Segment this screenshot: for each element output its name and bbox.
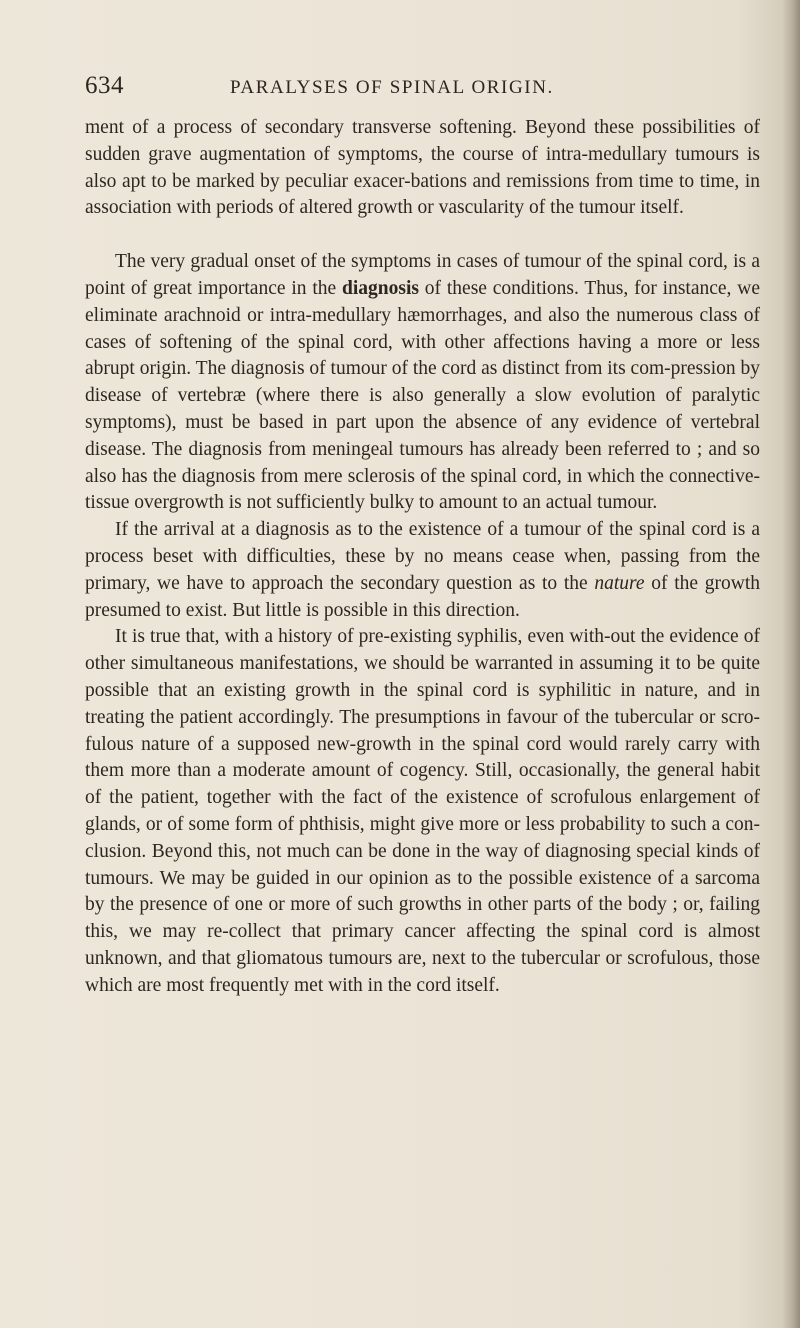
paragraph-text: If the arrival at a diagnosis as to the existence of a tumour of the spinal cord is a process beset with difficulties, these by no means cease when, passing from the primary, we have to approach the secondary question as to the bbox=[85, 519, 760, 594]
page-header bbox=[85, 72, 725, 112]
page-edge-shadow bbox=[782, 0, 800, 1328]
paragraph-syphilis: It is true that, with a history of pre-existing syphilis, even with-out the evidence of other simultaneous manifestations, we should be warranted in assuming it to be quite possible that an existing growth in the spinal cord is syphilitic in nature, and in treating the patient accordingly. The presumptions in favour of the tubercular or scro-fulous nature of a supposed new-growth in the spinal cord would rarely carry with them more than a moderate amount of cogency. Still, occasionally, the general habit of the patient, together with the fact of the existence of scrofulous enlargement of glands, or of some form of phthisis, might give more or less probability to such a con-clusion. Beyond this, not much can be done in the way of diagnosing special kinds of tumours. We may be guided in our opinion as to the possible existence of a sarcoma by the presence of one or more of such growths in other parts of the body ; or, failing this, we may re-collect that primary cancer affecting the spinal cord is almost unknown, and that gliomatous tumours are, next to the tubercular or scrofulous, those which are most frequently met with in the cord itself. bbox=[85, 626, 760, 996]
paragraph-text: of these conditions. Thus, for instance, we eliminate arachnoid or intra-medullary hæmorrhages, and also the numerous class of cases of softening of the spinal cord, with other affections having a more or less abrupt origin. The diagnosis of tumour of the cord as distinct from its com-pression by disease of vertebræ (where there is also generally a slow evolution of paralytic symptoms), must be based in part upon the absence of any evidence of vertebral disease. The diagnosis from meningeal tumours has already been referred to ; and so also has the diagnosis from mere sclerosis of the spinal cord, in which the connective-tissue overgrowth is not sufficiently bulky to amount to an actual tumour. bbox=[85, 277, 760, 514]
term-nature: nature bbox=[594, 572, 645, 594]
paragraph-text: of the growth presumed to exist. But little is possible in this direction. bbox=[85, 572, 760, 621]
paragraph-continuation: ment of a process of secondary transverse softening. Beyond these possibilities of sudden grave augmentation of symptoms, the course of intra-medullary tumours is also apt to be marked by peculiar exacer-bations and remissions from time to time, in association with periods of altered growth or vascularity of the tumour itself. bbox=[85, 117, 760, 219]
paragraph-diagnosis bbox=[85, 249, 760, 517]
paragraph-text: The very gradual onset of the symptoms in cases of tumour of the spinal cord, is a point of great importance in the bbox=[85, 251, 760, 299]
page-number: 634 bbox=[85, 72, 124, 99]
body-text bbox=[85, 115, 760, 1000]
running-head: PARALYSES OF SPINAL ORIGIN. bbox=[230, 77, 554, 98]
paragraph-nature bbox=[85, 517, 760, 624]
term-diagnosis: diagnosis bbox=[342, 277, 419, 299]
